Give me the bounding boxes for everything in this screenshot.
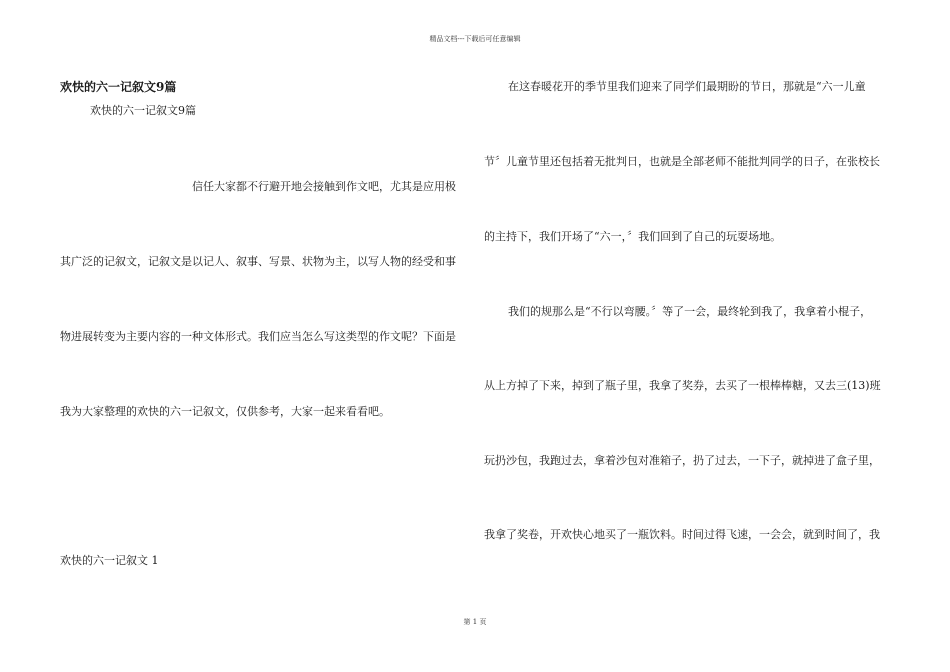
page-footer: 第 1 页 [463, 618, 487, 626]
section-heading: 欢快的六一记叙文 1 [60, 554, 159, 567]
paragraph-line: 其广泛的记叙文，记叙文是以记人、叙事、写景、状物为主，以写人物的经受和事 [60, 255, 456, 268]
paragraph-line: 从上方掉了下来，掉到了瓶子里，我拿了奖券，去买了一根棒棒糖，又去三(13)班 [484, 379, 881, 392]
paragraph-line: 在这春暖花开的季节里我们迎来了同学们最期盼的节日，那就是“六一儿童 [508, 80, 866, 93]
page-header: 精品文档---下载后可任意编辑 [429, 35, 521, 43]
document-title: 欢快的六一记叙文9篇 [60, 80, 177, 94]
document-subtitle: 欢快的六一记叙文9篇 [90, 104, 196, 117]
paragraph-line: 物进展转变为主要内容的一种文体形式。我们应当怎么写这类型的作文呢？下面是 [60, 330, 456, 343]
paragraph-line: 玩扔沙包，我跑过去，拿着沙包对准箱子，扔了过去，一下子，就掉进了盒子里， [484, 454, 880, 467]
paragraph-line: 的主持下，我们开场了“六一，〞我们回到了自己的玩耍场地。 [484, 230, 782, 243]
paragraph-line: 我们的规那么是“不行以弯腰。〞等了一会，最终轮到我了，我拿着小棍子， [508, 305, 872, 318]
paragraph-line: 信任大家都不行避开地会接触到作文吧，尤其是应用极 [192, 180, 456, 193]
paragraph-line: 节〞儿童节里还包括着无批判日，也就是全部老师不能批判同学的日子，在张校长 [484, 155, 880, 168]
paragraph-line: 我为大家整理的欢快的六一记叙文，仅供参考，大家一起来看看吧。 [60, 405, 390, 418]
paragraph-line: 我拿了奖卷，开欢快心地买了一瓶饮料。时间过得飞速，一会会，就到时间了，我 [484, 528, 880, 541]
